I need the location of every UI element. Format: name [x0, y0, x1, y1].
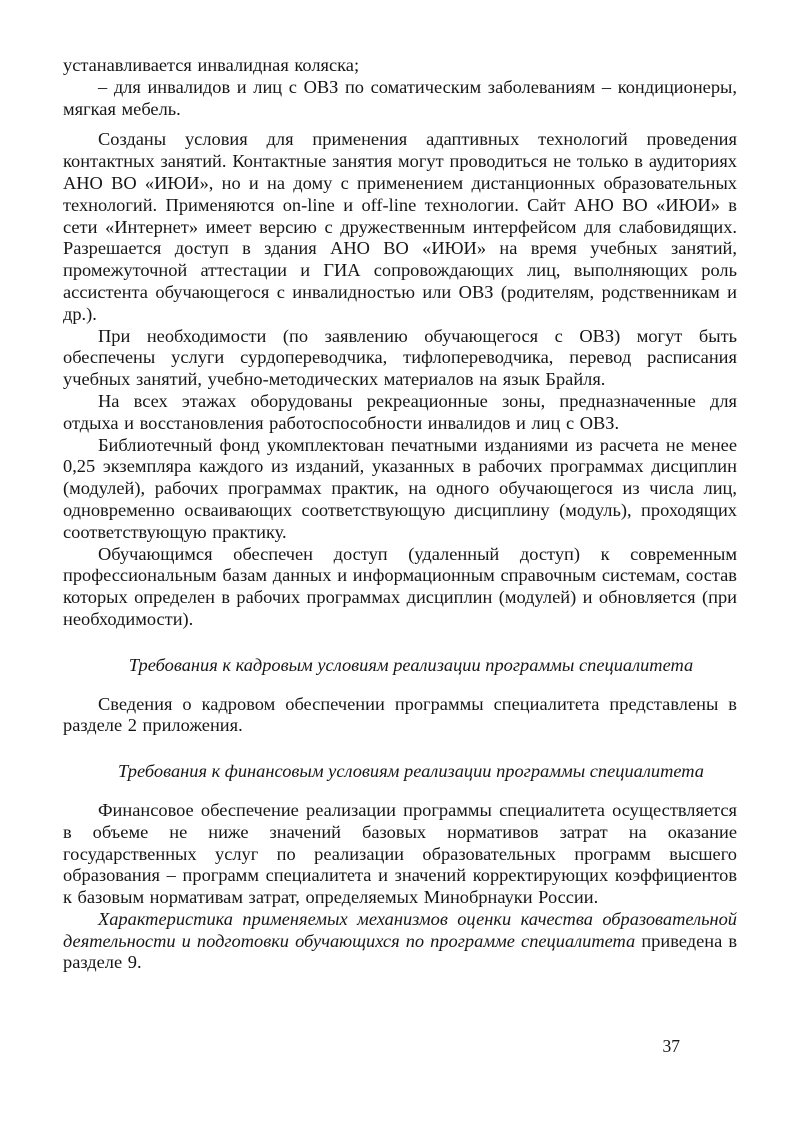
paragraph-financial-support: Финансовое обеспечение реализации программы специалитета осуществляется в объеме не ниже значений базовых нормативов затрат на оказание государственных услуг по реализации образовательных программ высшего образования – программ специалитета и значений корректирующих коэффициентов к базовым нормативам затрат, определяемых Минобрнауки России.	[63, 799, 737, 908]
paragraph-recreation-zones: На всех этажах оборудованы рекреационные зоны, предназначенные для отдыха и восстановления работоспособности инвалидов и лиц с ОВЗ.	[63, 390, 737, 433]
paragraph-quality-assessment	[63, 909, 737, 974]
paragraph-wheelchair-continuation: устанавливается инвалидная коляска;	[63, 55, 360, 75]
paragraph-library-fund: Библиотечный фонд укомплектован печатными изданиями из расчета не менее 0,25 экземпляра каждого из изданий, указанных в рабочих программах дисциплин (модулей), рабочих программах практик, на одного обучающегося из числа лиц, одновременно осваивающих соответствующую дисциплину (модуль), проходящих соответствующую практику.	[63, 434, 737, 542]
section-heading-financial-requirements: Требования к финансовым условиям реализации программы специалитета	[118, 761, 704, 782]
section-heading-personnel-requirements: Требования к кадровым условиям реализации программы специалитета	[128, 654, 694, 675]
paragraph-database-access: Обучающимся обеспечен доступ (удаленный доступ) к современным профессиональным базам данных и информационным справочным системам, состав которых определен в рабочих программах дисциплин (модулей) и обновляется (при необходимости).	[63, 543, 737, 629]
quality-assessment-regular-part: приведена в разделе 9.	[63, 930, 738, 973]
paragraph-translator-services: При необходимости (по заявлению обучающегося с ОВЗ) могут быть обеспечены услуги сурдопереводчика, тифлопереводчика, перевод расписания учебных занятий, учебно-методических материалов на язык Брайля.	[63, 325, 737, 390]
paragraph-adaptive-technologies: Созданы условия для применения адаптивных технологий проведения контактных занятий. Контактные занятия могут проводиться не только в аудиториях АНО ВО «ИЮИ», но и на дому с применением дистанционных образовательных технологий. Применяются on-line и off-line технологии. Сайт АНО ВО «ИЮИ» в сети «Интернет» имеет версию с дружественным интерфейсом для слабовидящих. Разрешается доступ в здания АНО ВО «ИЮИ» на время учебных занятий, промежуточной аттестации и ГИА сопровождающих лиц, выполняющих роль ассистента обучающегося с инвалидностью или ОВЗ (родителям, родственникам и др.).	[63, 129, 737, 324]
page-number: 37	[662, 1036, 680, 1056]
paragraph-somatic-conditions: – для инвалидов и лиц с ОВЗ по соматическим заболеваниям – кондиционеры, мягкая мебель.	[63, 76, 737, 119]
quality-assessment-italic-part: Характеристика применяемых механизмов оценки качества образовательной деятельности и подготовки обучающихся по программе специалитета	[63, 908, 737, 951]
text-body	[63, 55, 737, 974]
paragraph-personnel-info: Сведения о кадровом обеспечении программы специалитета представлены в разделе 2 приложения.	[63, 693, 737, 736]
